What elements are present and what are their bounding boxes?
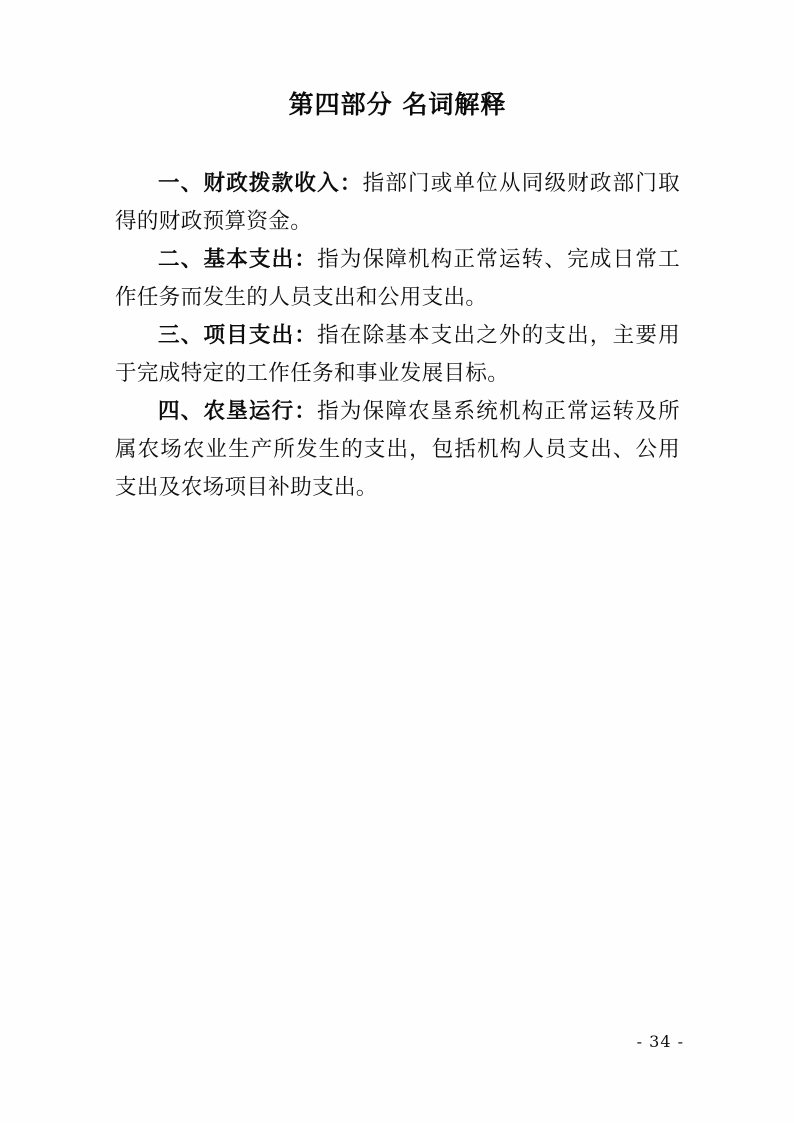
paragraph-item xyxy=(115,317,680,393)
page-body xyxy=(115,85,680,507)
paragraph-body: 指为保障农垦系统机构正常运转及所属农场农业生产所发生的支出，包括机构人员支出、公用支出及农场项目补助支出。 xyxy=(115,399,680,500)
paragraph-item xyxy=(115,165,680,241)
paragraph-lead: 二、基本支出： xyxy=(158,247,318,272)
paragraph-body: 指部门或单位从同级财政部门取得的财政预算资金。 xyxy=(115,171,680,234)
paragraph-body: 指在除基本支出之外的支出，主要用于完成特定的工作任务和事业发展目标。 xyxy=(115,323,680,386)
paragraph-lead: 一、财政拨款收入： xyxy=(158,171,363,196)
page-title: 第四部分 名词解释 xyxy=(288,90,507,119)
page-number: - 34 - xyxy=(636,1032,684,1051)
paragraph-item xyxy=(115,393,680,507)
paragraph-item xyxy=(115,241,680,317)
paragraph-lead: 三、项目支出： xyxy=(158,323,318,348)
paragraph-lead: 四、农垦运行： xyxy=(158,399,318,424)
paragraph-body: 指为保障机构正常运转、完成日常工作任务而发生的人员支出和公用支出。 xyxy=(115,247,680,310)
